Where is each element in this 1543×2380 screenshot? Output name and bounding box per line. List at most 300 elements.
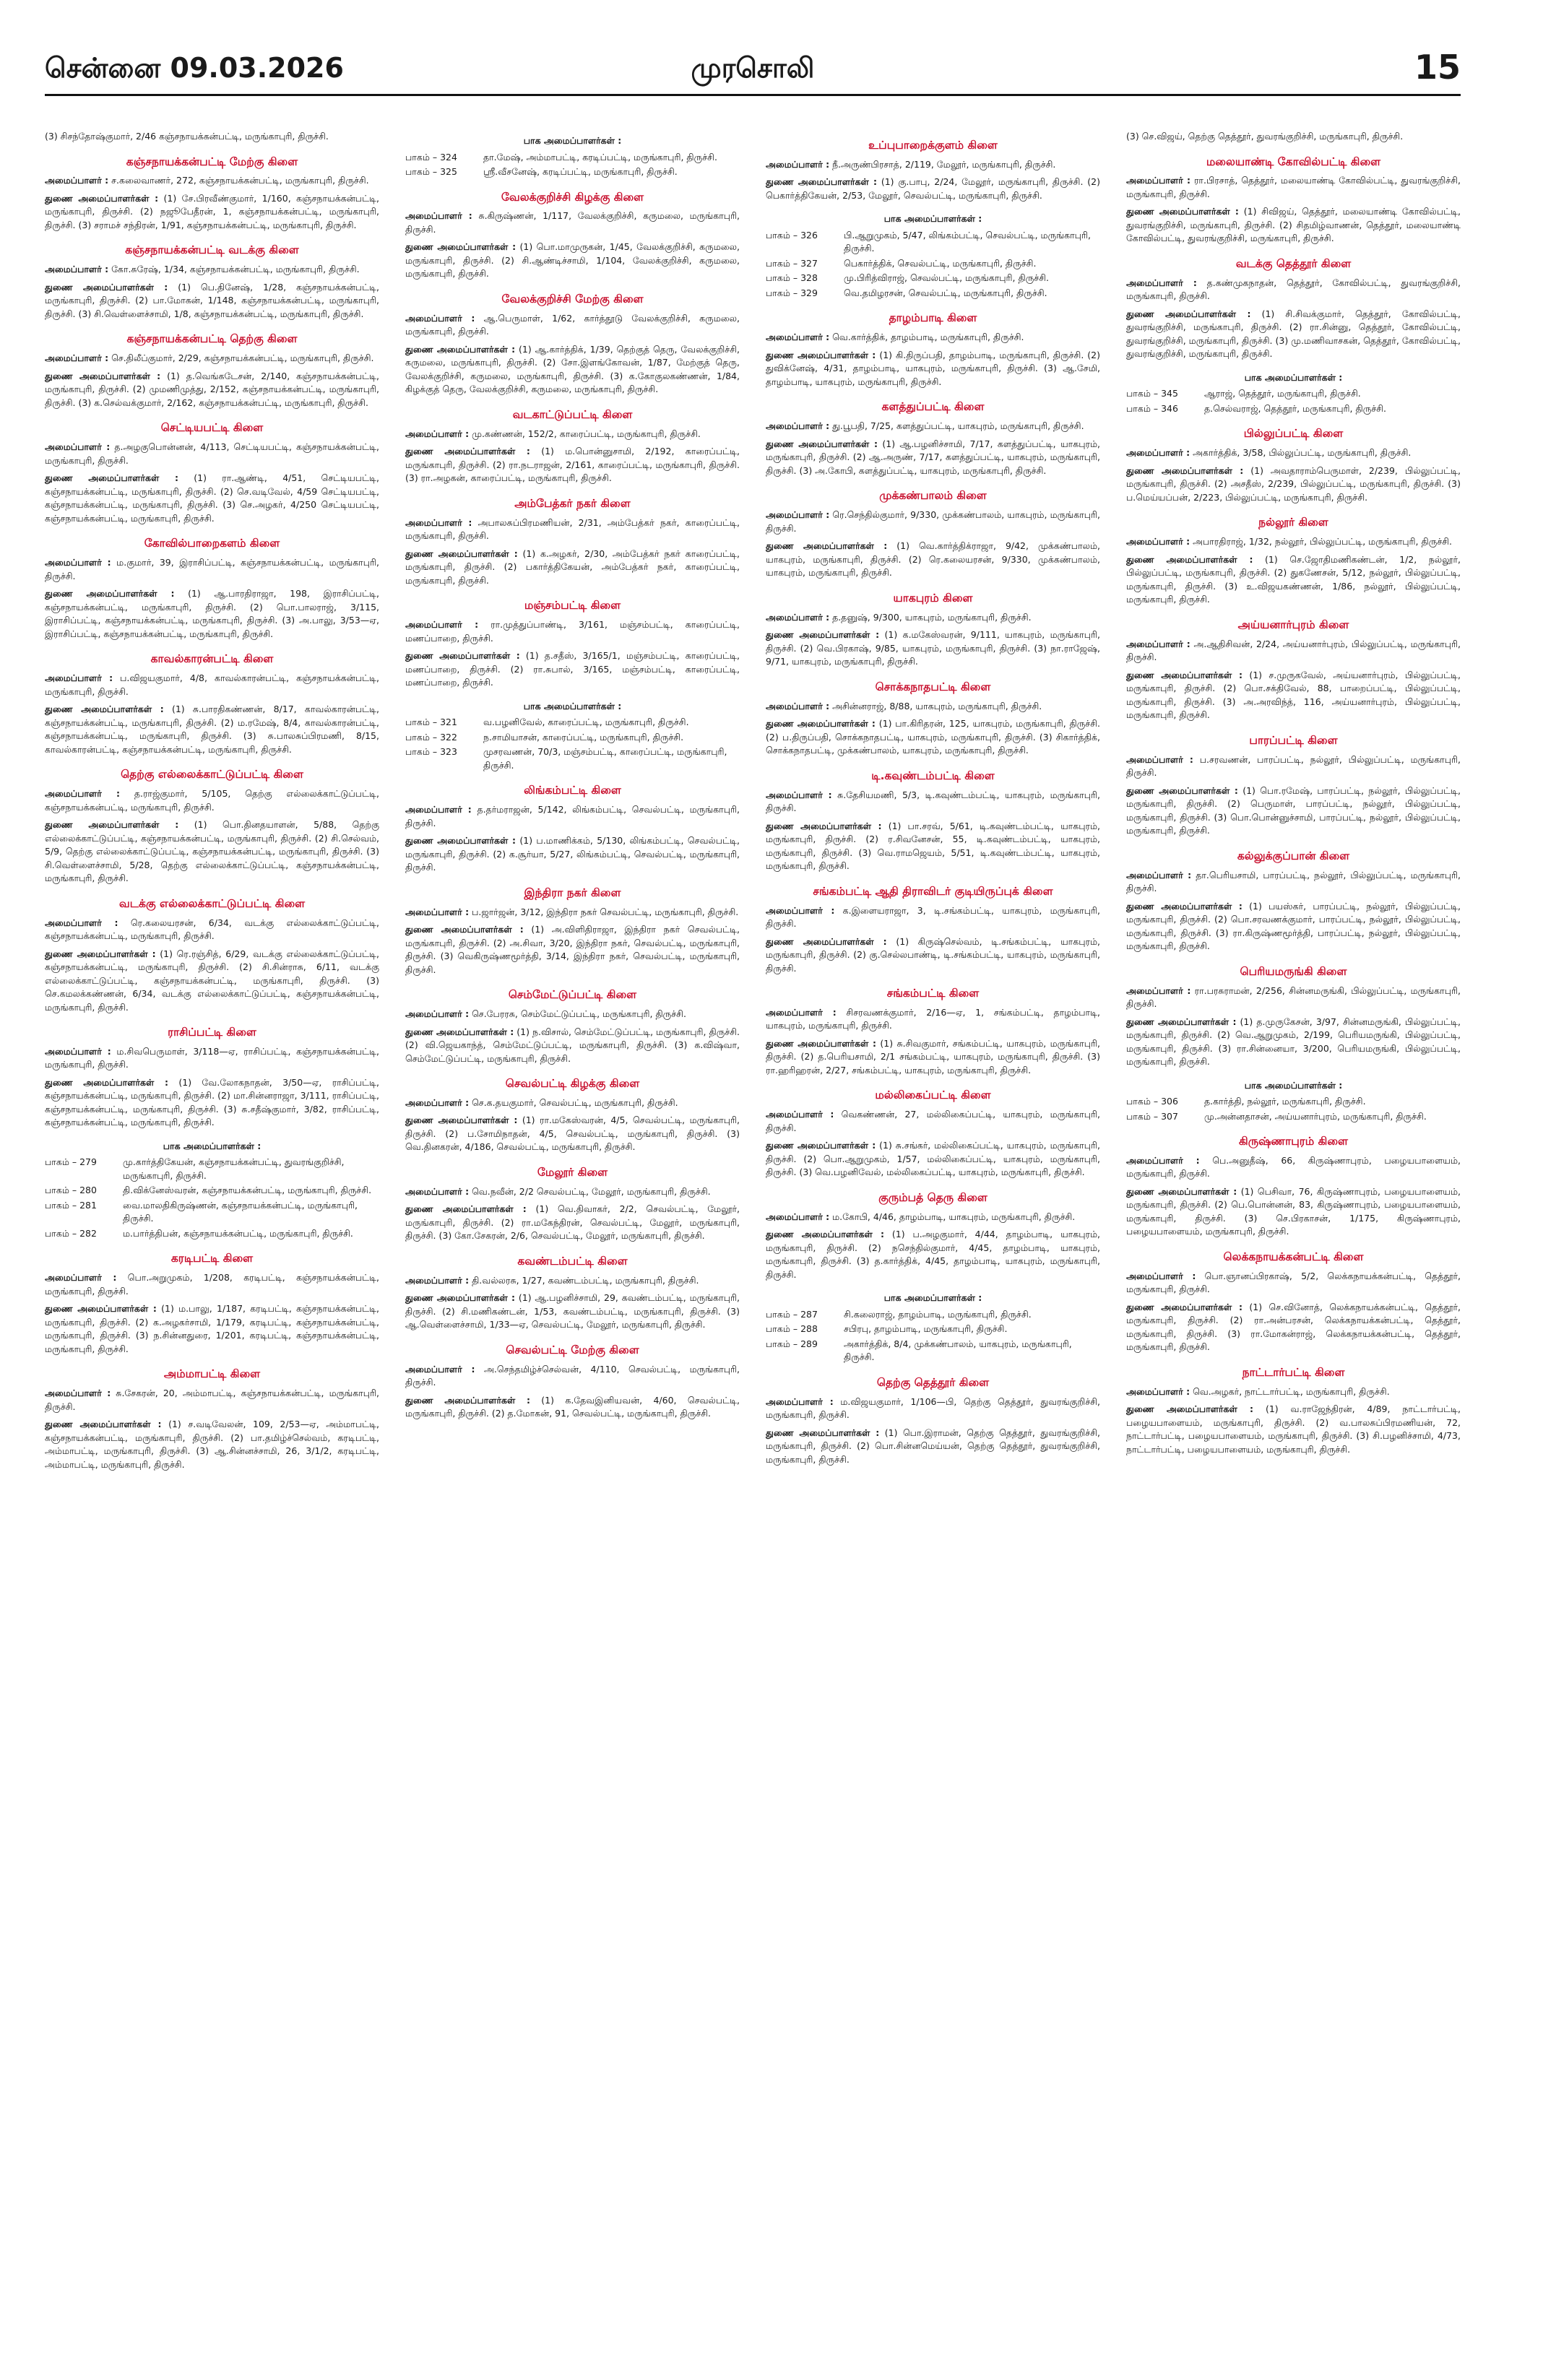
segment-number: பாகம் – 306 xyxy=(1126,1096,1178,1107)
deputies-text: (1) கி.திருப்பதி, தாழம்பாடி, மருங்காபுரி, திருச்சி. (2) துவிக்னேஷ், 4/31, தாழம்பாடி, யாகபுரம், மருங்காபுரி, திருச்சி. (3) ஆ.சேமி, தாழம்பாடி, யாகபுரம், மருங்காபுரி, திருச்சி. xyxy=(766,349,1100,387)
deputies-text: (1) க.அழகர், 2/30, அம்பேத்கர் நகர் காரைப்பட்டி, மருங்காபுரி, திருச்சி. (2) பகார்த்திகேயன், அம்பேத்கர் நகர், காரைப்பட்டி, மருங்காபுரி, திருச்சி. xyxy=(405,548,740,586)
segment-name: மு.பிரித்விராஜ், செவல்பட்டி, மருங்காபுரி, திருச்சி. xyxy=(844,272,1049,284)
organizer-text: தி.வல்லரசு, 1/27, கவண்டம்பட்டி, மருங்காபுரி, திருச்சி. xyxy=(472,1274,699,1286)
organizer-text: த.ராஜ்குமார், 5/105, தெற்கு எல்லைக்காட்டுப்பட்டி, கஞ்சநாயக்கன்பட்டி, மருங்காபுரி, திருச்சி. xyxy=(45,788,379,813)
deputies-text: (1) செ.ஜோதிமணிகண்டன், 1/2, நல்லூர், பில்லுப்பட்டி, மருங்காபுரி, திருச்சி. (2) துகணேசன், 5/12, நல்லூர், பில்லுப்பட்டி, மருங்காபுரி, திருச்சி. (3) உ.விஜயகண்ணன், 1/86, நல்லூர், பில்லுப்பட்டி, மருங்காபுரி, திருச்சி. xyxy=(1126,553,1461,605)
organizer-label: அமைப்பாளர் : xyxy=(45,264,109,275)
segment-number: பாகம் – 322 xyxy=(405,731,457,743)
branch-heading: குரும்பத் தெரு கிளை xyxy=(878,1190,987,1204)
deputies-label: துணை அமைப்பாளர்கள் : xyxy=(766,540,888,552)
organizer-text: ரெ.கலையரசன், 6/34, வடக்கு எல்லைக்காட்டுப்பட்டி, கஞ்சநாயக்கன்பட்டி, மருங்காபுரி, திருச்சி. xyxy=(45,917,379,941)
organizer-text: அபாரதிராஜ், 1/32, நல்லூர், பில்லுப்பட்டி, மருங்காபுரி, திருச்சி. xyxy=(1193,536,1453,548)
segment-number: பாகம் – 307 xyxy=(1126,1110,1178,1122)
deputies-text: (1) கு.பாபு, 2/24, மேலூர், மருங்காபுரி, திருச்சி. (2) பெகார்த்திகேயன், 2/53, மேலூர், செவல்பட்டி, மருங்காபுரி, திருச்சி. xyxy=(766,176,1100,201)
deputies-paragraph xyxy=(1126,205,1461,246)
organizer-text: வெ.அழகர், நாட்டார்பட்டி, மருங்காபுரி, திருச்சி. xyxy=(1193,1385,1390,1397)
deputies-text: (1) அ.விளிதிராஜா, இந்திரா நகர் செவல்பட்டி, மருங்காபுரி, திருச்சி. (2) அ.சிவா, 3/20, இந்திரா நகர், செவல்பட்டி, மருங்காபுரி, திருச்சி. (3) வெகிருஷ்ணமூர்த்தி, 3/14, இந்திரா நகர், செவல்பட்டி, மருங்காபுரி, திருச்சி. xyxy=(405,924,740,975)
column-1 xyxy=(45,130,379,2340)
deputies-text: (1) சிவிஜய், தெத்தூர், மலையாண்டி கோவில்பட்டி, துவரங்குறிச்சி, மருங்காபுரி, திருச்சி. (2) சிதமிழ்வாணன், தெத்தூர், மலையாண்டி கோவில்பட்டி, துவரங்குறிச்சி, மருங்காபுரி, திருச்சி. xyxy=(1126,206,1461,244)
segment-name: வெ.தமிழரசன், செவல்பட்டி, மருங்காபுரி, திருச்சி. xyxy=(844,287,1047,298)
branch-block xyxy=(405,189,740,281)
segment-number: பாகம் – 329 xyxy=(766,287,818,298)
deputies-text: (1) அவதாராம்பெருமாள், 2/239, பில்லுப்பட்டி, மருங்காபுரி, திருச்சி. (2) அசதீஸ், 2/239, பில்லுப்பட்டி, மருங்காபுரி, திருச்சி. (3) ப.மெய்யப்பன், 2/223, பில்லுப்பட்டி, மருங்காபுரி, திருச்சி. xyxy=(1126,464,1461,503)
deputies-label: துணை அமைப்பாளர்கள் : xyxy=(405,548,518,559)
deputies-paragraph xyxy=(45,703,379,756)
organizer-label: அமைப்பாளர் : xyxy=(405,1185,470,1197)
branch-heading: தாழம்பாடி கிளை xyxy=(889,311,977,325)
branch-block xyxy=(1126,1364,1461,1456)
branch-heading: செவல்பட்டி மேற்கு கிளை xyxy=(506,1343,639,1356)
organizer-text: அ.செந்தமிழ்ச்செல்வன், 4/110, செவல்பட்டி, மருங்காபுரி, திருச்சி. xyxy=(405,1363,740,1388)
branch-block xyxy=(1126,964,1461,1069)
segment-name: சி.கலைராஜ், தாழம்பாடி, மருங்காபுரி, திருச்சி. xyxy=(844,1308,1032,1320)
branch-block xyxy=(1126,130,1461,144)
branch-heading: நல்லூர் கிளை xyxy=(1258,516,1328,529)
organizer-text: ம.கோபி, 4/46, தாழம்பாடி, யாகபுரம், மருங்காபுரி, திருச்சி. xyxy=(832,1211,1076,1222)
deputies-paragraph xyxy=(45,1302,379,1356)
organizer-text: த.தனுஷ், 9/300, யாகபுரம், மருங்காபுரி, திருச்சி. xyxy=(832,611,1032,623)
deputies-paragraph xyxy=(766,820,1100,873)
organizer-paragraph xyxy=(45,263,379,277)
organizer-label: அமைப்பாளர் : xyxy=(405,1008,470,1019)
organizer-text: பொ.ஞானப்பிரகாஷ், 5/2, லெக்கநாயக்கன்பட்டி, தெத்தூர், மருங்காபுரி, திருச்சி. xyxy=(1126,1270,1461,1295)
deputies-text: (1) கிருஷ்செல்வம், டி.சங்கம்பட்டி, யாகபுரம், மருங்காபுரி, திருச்சி. (2) கு.செல்லபாண்டி, டி.சங்கம்பட்டி, யாகபுரம், மருங்காபுரி, திருச்சி. xyxy=(766,935,1100,974)
deputies-text: (1) சு.சிவகுமார், சங்கம்பட்டி, யாகபுரம், மருங்காபுரி, திருச்சி. (2) த.பெரியசாமி, 2/1 சங்கம்பட்டி, யாகபுரம், மருங்காபுரி, திருச்சி. (3) ரா.ஹரிஹரன், 2/27, சங்கம்பட்டி, யாகபுரம், மருங்காபுரி, திருச்சி. xyxy=(766,1037,1100,1076)
deputies-text: (1) ரெ.ரஞ்சித், 6/29, வடக்கு எல்லைக்காட்டுப்பட்டி, கஞ்சநாயக்கன்பட்டி, மருங்காபுரி, திருச்சி. (2) சி.சின்ராசு, 6/11, வடக்கு எல்லைக்காட்டுப்பட்டி, கஞ்சநாயக்கன்பட்டி, மருங்காபுரி, திருச்சி. (3) செ.கமலக்கண்ணன், 6/34, வடக்கு எல்லைக்காட்டுப்பட்டி, கஞ்சநாயக்கன்பட்டி, மருங்காபுரி, திருச்சி. xyxy=(45,948,379,1013)
deputies-label: துணை அமைப்பாளர்கள் : xyxy=(766,1229,885,1240)
organizer-paragraph xyxy=(1126,869,1461,896)
branch-block xyxy=(1126,425,1461,504)
branch-block xyxy=(405,782,740,874)
deputies-paragraph xyxy=(405,1291,740,1332)
deputies-label: துணை அமைப்பாளர்கள் : xyxy=(405,1203,527,1215)
deputies-text: (1) வ.ராஜேந்திரன், 4/89, நாட்டார்பட்டி, பழையபாளையம், மருங்காபுரி, திருச்சி. (2) வ.பாலசுப்பிரமணியன், 72, நாட்டார்பட்டி, பழையபாளையம், மருங்காபுரி, திருச்சி. (3) சி.பழனிச்சாமி, 4/73, நாட்டார்பட்டி, பழையபாளையம், மருங்காபுரி, திருச்சி. xyxy=(1126,1403,1461,1455)
branch-block xyxy=(405,885,740,977)
deputies-label: துணை அமைப்பாளர்கள் : xyxy=(1126,1185,1237,1197)
branch-block xyxy=(1126,1133,1461,1239)
deputies-text: (1) ச.முருகவேல், அய்யனார்புரம், பில்லுப்பட்டி, மருங்காபுரி, திருச்சி. (2) பொ.சக்திவேல், 88, பாறைப்பட்டி, பில்லுப்பட்டி, மருங்காபுரி, திருச்சி. (3) அ.அரவிந்த், 116, அய்யனார்புரம், பில்லுப்பட்டி, மருங்காபுரி, திருச்சி. xyxy=(1126,669,1461,721)
branch-block xyxy=(405,1253,740,1332)
segment-name: த.கார்த்தி, நல்லூர், மருங்காபுரி, திருச்சி. xyxy=(1204,1096,1366,1107)
organizer-text: அ.ஆதிசிவன், 2/24, அய்யனார்புரம், பில்லுப்பட்டி, மருங்காபுரி, திருச்சி. xyxy=(1126,638,1461,663)
branch-block xyxy=(45,651,379,756)
organizer-text: பொ.அறுமுகம், 1/208, கரடிபட்டி, கஞ்சநாயக்கன்பட்டி, மருங்காபுரி, திருச்சி. xyxy=(45,1272,379,1297)
organizer-paragraph xyxy=(1126,1154,1461,1181)
segment-number: பாகம் – 321 xyxy=(405,717,457,728)
deputies-text: (1) ரா.ஆண்டி, 4/51, செட்டியபட்டி, கஞ்சநாயக்கன்பட்டி, மருங்காபுரி, திருச்சி. (2) செ.வடிவேல், 4/59 செட்டியபட்டி, கஞ்சநாயக்கன்பட்டி, மருங்காபுரி, திருச்சி. (3) செ.அழகர், 4/250 செட்டியபட்டி, கஞ்சநாயக்கன்பட்டி, மருங்காபுரி, திருச்சி. xyxy=(45,472,379,524)
organizer-paragraph xyxy=(405,1185,740,1199)
segment-name: பி.ஆறுமுகம், 5/47, லிங்கம்பட்டி, செவல்பட்டி, மருங்காபுரி, திருச்சி. xyxy=(844,229,1091,254)
deputies-text: (1) ம.பொன்னுசாமி, 2/192, காரைப்பட்டி, மருங்காபுரி, திருச்சி. (2) ரா.நடராஜன், 2/161, காரைப்பட்டி, மருங்காபுரி, திருச்சி. (3) ரா.அழகன், காரைப்பட்டி, மருங்காபுரி, திருச்சி. xyxy=(405,446,740,484)
deputies-paragraph xyxy=(405,445,740,485)
organizer-paragraph xyxy=(1126,174,1461,201)
segment-number: பாகம் – 328 xyxy=(766,272,818,284)
organizer-text: ரா.முத்துப்பாண்டி, 3/161, மஞ்சம்பட்டி, காரைப்பட்டி, மணப்பாறை, திருச்சி. xyxy=(405,619,740,644)
branch-block xyxy=(45,331,379,410)
branch-block xyxy=(45,130,379,144)
organizer-text: சு.கிருஷ்ணன், 1/117, வேலக்குறிச்சி, கருமலை, மருங்காபுரி, திருச்சி. xyxy=(405,210,740,235)
deputies-label: துணை அமைப்பாளர்கள் : xyxy=(1126,1016,1237,1027)
deputies-paragraph xyxy=(45,587,379,641)
organizer-paragraph xyxy=(1126,985,1461,1011)
deputies-label: துணை அமைப்பாளர்கள் : xyxy=(45,1419,162,1430)
deputies-paragraph xyxy=(766,1037,1100,1078)
deputies-label: துணை அமைப்பாளர்கள் : xyxy=(766,629,880,641)
deputies-paragraph xyxy=(405,548,740,588)
deputies-text: (1) ம.பாலு, 1/187, கரடிபட்டி, கஞ்சநாயக்கன்பட்டி, மருங்காபுரி, திருச்சி. (2) க.அழகர்சாமி, 1/179, கரடிபட்டி, கஞ்சநாயக்கன்பட்டி, மருங்காபுரி, திருச்சி. (3) ந.சின்னதுரை, 1/201, கரடிபட்டி, கஞ்சநாயக்கன்பட்டி, மருங்காபுரி, திருச்சி. xyxy=(45,1303,379,1354)
segment-number: பாகம் – 281 xyxy=(45,1199,97,1211)
branch-heading: காவல்காரன்பட்டி கிளை xyxy=(150,652,274,666)
segment-name: ந.சாமியாசன், காரைப்பட்டி, மருங்காபுரி, திருச்சி. xyxy=(483,731,684,743)
deputies-label: துணை அமைப்பாளர்கள் : xyxy=(1126,553,1253,565)
deputies-label: துணை அமைப்பாளர்கள் : xyxy=(45,588,175,600)
organizer-label: அமைப்பாளர் : xyxy=(405,1096,470,1108)
deputies-text: (1) பெசிவா, 76, கிருஷ்ணாபுரம், பழையபாளையம், மருங்காபுரி, திருச்சி. (2) பெ.பொன்னன், 83, கிருஷ்ணாபுரம், பழையபாளையம், மருங்காபுரி, திருச்சி. (3) செ.பிரகாசன், 1/175, கிருஷ்ணாபுரம், பழையபாளையம், மருங்காபுரி, திருச்சி. xyxy=(1126,1185,1461,1237)
segment-row xyxy=(766,272,1100,285)
segment-heading: பாக அமைப்பாளர்கள் : xyxy=(1244,371,1343,383)
deputies-label: துணை அமைப்பாளர்கள் : xyxy=(45,370,161,381)
branch-block xyxy=(1126,256,1461,361)
deputies-text: (1) க.மகேஸ்வரன், 9/111, யாகபுரம், மருங்காபுரி, திருச்சி. (2) வெ.பிரகாஷ், 9/85, யாகபுரம், மருங்காபுரி, திருச்சி. (3) நா.ராஜேஷ், 9/71, யாகபுரம், மருங்காபுரி, திருச்சி. xyxy=(766,629,1100,667)
branch-heading: செட்டியபட்டி கிளை xyxy=(160,421,264,435)
organizer-paragraph xyxy=(766,509,1100,535)
branch-block xyxy=(766,212,1100,300)
continued-text: (3) செ.விஜய், தெற்கு தெத்தூர், துவரங்குறிச்சி, மருங்காபுரி, திருச்சி. xyxy=(1126,131,1404,142)
deputies-label: துணை அமைப்பாளர்கள் : xyxy=(45,1076,169,1088)
organizer-text: கோ.சுரேஷ், 1/34, கஞ்சநாயக்கன்பட்டி, மருங்காபுரி, திருச்சி. xyxy=(111,264,360,275)
organizer-label: அமைப்பாளர் : xyxy=(766,904,835,916)
organizer-label: அமைப்பாளர் : xyxy=(405,516,472,528)
deputies-paragraph xyxy=(766,349,1100,389)
organizer-label: அமைப்பாளர் : xyxy=(1126,1385,1190,1397)
branch-block xyxy=(766,137,1100,202)
segment-number: பாகம் – 289 xyxy=(766,1338,818,1349)
branch-heading: வடக்கு எல்லைக்காட்டுப்பட்டி கிளை xyxy=(118,896,306,910)
organizer-label: அமைப்பாளர் : xyxy=(405,1274,470,1286)
segment-heading: பாக அமைப்பாளர்கள் : xyxy=(523,700,622,711)
deputies-label: துணை அமைப்பாளர்கள் : xyxy=(766,1427,880,1438)
branch-heading: தெற்கு எல்லைக்காட்டுப்பட்டி கிளை xyxy=(121,768,303,782)
organizer-text: வெ.கார்த்திக், தாழம்பாடி, மருங்காபுரி, திருச்சி. xyxy=(832,332,1024,343)
deputies-text: (1) சு.சங்கர், மல்லிகைப்பட்டி, யாகபுரம், மருங்காபுரி, திருச்சி. (2) பொ.ஆறுமுகம், 1/57, மல்லிகைப்பட்டி, யாகபுரம், மருங்காபுரி, திருச்சி. (3) வெ.பழனிவேல், மல்லிகைப்பட்டி, யாகபுரம், மருங்காபுரி, திருச்சி. xyxy=(766,1140,1100,1178)
branch-block xyxy=(1126,617,1461,722)
organizer-paragraph xyxy=(45,917,379,943)
deputies-text: (1) பொ.ரமேஷ், பாரப்பட்டி, நல்லூர், பில்லுப்பட்டி, மருங்காபுரி, திருச்சி. (2) பெருமாள், பாரப்பட்டி, நல்லூர், பில்லுப்பட்டி, மருங்காபுரி, திருச்சி. (3) பொ.பொன்னுச்சாமி, பாரப்பட்டி, நல்லூர், பில்லுப்பட்டி, மருங்காபுரி, திருச்சி. xyxy=(1126,784,1461,836)
deputies-text: (1) ஆ.கார்த்திக், 1/39, தெற்குத் தெரு, வேலக்குறிச்சி, கருமலை, மருங்காபுரி, திருச்சி. (2) சோ.இளங்கோவன், 1/87, மேற்குத் தெரு, வேலக்குறிச்சி, கருமலை, மருங்காபுரி, திருச்சி. (3) க.கோகுலகண்ணன், 1/84, கிழக்குத் தெரு, வேலக்குறிச்சி, கருமலை, மருங்காபுரி, திருச்சி. xyxy=(405,343,740,395)
deputies-text: (1) வே.லோகநாதன், 3/50—ஏ, ராசிப்பட்டி, கஞ்சநாயக்கன்பட்டி, மருங்காபுரி, திருச்சி. (2) மா.சின்னராஜா, 3/111, ராசிப்பட்டி, கஞ்சநாயக்கன்பட்டி, மருங்காபுரி, திருச்சி. (3) சு.சதீஷ்குமார், 3/82, ராசிப்பட்டி, கஞ்சநாயக்கன்பட்டி, மருங்காபுரி, திருச்சி. xyxy=(45,1076,379,1128)
organizer-paragraph xyxy=(45,556,379,583)
organizer-text: ப.சரவணன், பாரப்பட்டி, நல்லூர், பில்லுப்பட்டி, மருங்காபுரி, திருச்சி. xyxy=(1126,753,1461,779)
segment-name: பெகார்த்திக், செவல்பட்டி, மருங்காபுரி, திருச்சி. xyxy=(844,257,1037,269)
organizer-text: அகார்த்திக், 3/58, பில்லுப்பட்டி, மருங்காபுரி, திருச்சி. xyxy=(1193,447,1412,459)
branch-block xyxy=(766,1087,1100,1179)
organizer-paragraph xyxy=(45,787,379,814)
organizer-text: த.அழகுபொன்னன், 4/113, செட்டியபட்டி, கஞ்சநாயக்கன்பட்டி, மருங்காபுரி, திருச்சி. xyxy=(45,441,379,466)
segment-name: தா.மேஷ், அம்மாபட்டி, கரடிப்பட்டி, மருங்காபுரி, திருச்சி. xyxy=(483,151,717,163)
organizer-paragraph xyxy=(1126,1385,1461,1399)
branch-block xyxy=(766,399,1100,477)
organizer-label: அமைப்பாளர் : xyxy=(45,557,111,568)
organizer-paragraph xyxy=(766,420,1100,433)
deputies-label: துணை அமைப்பாளர்கள் : xyxy=(405,241,517,253)
column-4 xyxy=(1126,130,1461,2340)
branch-block xyxy=(1126,371,1461,416)
organizer-label: அமைப்பாளர் : xyxy=(45,788,120,800)
organizer-label: அமைப்பாளர் : xyxy=(766,1109,834,1120)
branch-block xyxy=(405,1342,740,1421)
branch-block xyxy=(45,535,379,641)
deputies-text: (1) பா.கிரிதரன், 125, யாகபுரம், மருங்காபுரி, திருச்சி. (2) ப.திருப்பதி, சொக்கநாதபட்டி, யாகபுரம், மருங்காபுரி, திருச்சி. (3) சிகார்த்திக், சொக்கநாதபட்டி, முக்கண்பாலம், யாகபுரம், மருங்காபுரி, திருச்சி. xyxy=(766,718,1100,756)
segment-number: பாகம் – 288 xyxy=(766,1323,818,1335)
organizer-paragraph xyxy=(1126,446,1461,460)
branch-block xyxy=(405,987,740,1065)
organizer-paragraph xyxy=(1126,535,1461,549)
branch-block xyxy=(1126,154,1461,246)
deputies-label: துணை அமைப்பாளர்கள் : xyxy=(766,820,882,831)
branch-heading: வேலக்குறிச்சி கிழக்கு கிளை xyxy=(501,190,644,204)
branch-block xyxy=(1126,732,1461,838)
deputies-paragraph xyxy=(405,1114,740,1154)
newspaper-title: முரசொலி xyxy=(691,52,815,84)
deputies-paragraph xyxy=(766,540,1100,580)
organizer-label: அமைப்பாளர் : xyxy=(405,1363,475,1375)
organizer-label: அமைப்பாளர் : xyxy=(766,789,832,800)
deputies-paragraph xyxy=(405,1026,740,1066)
deputies-paragraph xyxy=(1126,1403,1461,1456)
organizer-text: தா.பெரியசாமி, பாரப்பட்டி, நல்லூர், பில்லுப்பட்டி, மருங்காபுரி, திருச்சி. xyxy=(1126,869,1461,894)
deputies-paragraph xyxy=(766,176,1100,202)
segment-row xyxy=(1126,402,1461,416)
organizer-label: அமைப்பாளர் : xyxy=(766,420,830,432)
organizer-paragraph xyxy=(45,174,379,188)
deputies-paragraph xyxy=(1126,669,1461,722)
branch-block xyxy=(766,985,1100,1077)
segment-name: சபிரபு, தாழம்பாடி, மருங்காபுரி, திருச்சி. xyxy=(844,1323,1008,1335)
deputies-label: துணை அமைப்பாளர்கள் : xyxy=(45,472,178,484)
organizer-text: ப.விஜயகுமார், 4/8, காவல்காரன்பட்டி, கஞ்சநாயக்கன்பட்டி, மருங்காபுரி, திருச்சி. xyxy=(45,672,379,697)
segment-row xyxy=(766,229,1100,256)
deputies-label: துணை அமைப்பாளர்கள் : xyxy=(766,1140,876,1151)
organizer-text: க.இளையராஜா, 3, டி.சங்கம்பட்டி, யாகபுரம், மருங்காபுரி, திருச்சி. xyxy=(766,904,1100,929)
deputies-paragraph xyxy=(1126,308,1461,361)
organizer-label: அமைப்பாளர் : xyxy=(405,619,479,631)
segment-number: பாகம் – 323 xyxy=(405,746,457,758)
deputies-paragraph xyxy=(45,818,379,886)
organizer-label: அமைப்பாளர் : xyxy=(405,428,470,439)
organizer-text: ப.ஜார்ஜன், 3/12, இந்திரா நகர் செவல்பட்டி, மருங்காபுரி, திருச்சி. xyxy=(472,906,739,917)
branch-heading: யாகபுரம் கிளை xyxy=(893,591,973,605)
organizer-text: ம.விஜயகுமார், 1/106—பி, தெற்கு தெத்தூர், துவரங்குறிச்சி, மருங்காபுரி, திருச்சி. xyxy=(766,1395,1100,1421)
branch-block xyxy=(766,1190,1100,1281)
deputies-paragraph xyxy=(45,948,379,1015)
branch-block xyxy=(405,1164,740,1243)
organizer-text: ரெ.செந்தில்குமார், 9/330, முக்கண்பாலம், யாகபுரம், மருங்காபுரி, திருச்சி. xyxy=(766,509,1100,534)
segment-row xyxy=(405,745,740,772)
branch-block xyxy=(45,420,379,525)
deputies-label: துணை அமைப்பாளர்கள் : xyxy=(766,1037,877,1049)
segment-row xyxy=(405,731,740,745)
deputies-label: துணை அமைப்பாளர்கள் : xyxy=(45,948,156,959)
segment-row xyxy=(766,1323,1100,1336)
segment-number: பாகம் – 345 xyxy=(1126,388,1178,399)
organizer-paragraph xyxy=(766,611,1100,625)
branch-heading: உப்புபாறைக்குளம் கிளை xyxy=(868,139,998,152)
deputies-text: (1) வெ.கார்த்திக்ராஜா, 9/42, முக்கண்பாலம், யாகபுரம், மருங்காபுரி, திருச்சி. (2) ரெ.கலையரசன், 9/330, முக்கண்பாலம், யாகபுரம், மருங்காபுரி, திருச்சி. xyxy=(766,540,1100,579)
segment-heading: பாக அமைப்பாளர்கள் : xyxy=(883,1292,982,1304)
deputies-text: (1) சே.பிரவீண்குமார், 1/160, கஞ்சநாயக்கன்பட்டி, மருங்காபுரி, திருச்சி. (2) நஜூபேதீரன், 1, கஞ்சநாயக்கன்பட்டி, மருங்காபுரி, திருச்சி. (3) சராமச் சந்திரன், 1/91, கஞ்சநாயக்கன்பட்டி, மருங்காபுரி, திருச்சி. xyxy=(45,192,379,230)
organizer-paragraph xyxy=(1126,753,1461,780)
organizer-paragraph xyxy=(45,1045,379,1072)
segment-row xyxy=(766,257,1100,271)
organizer-paragraph xyxy=(45,1271,379,1298)
branch-block xyxy=(766,1291,1100,1364)
segment-heading: பாக அமைப்பாளர்கள் : xyxy=(163,1140,262,1151)
branch-block xyxy=(766,590,1100,669)
branch-heading: வேலக்குறிச்சி மேற்கு கிளை xyxy=(501,292,644,306)
branch-heading: செவல்பட்டி கிழக்கு கிளை xyxy=(505,1077,640,1090)
deputies-text: (1) பயஸ்கர், பாரப்பட்டி, நல்லூர், பில்லுப்பட்டி, மருங்காபுரி, திருச்சி. (2) பொ.சரவணக்குமார், பாரப்பட்டி, நல்லூர், பில்லுப்பட்டி, மருங்காபுரி, திருச்சி. (3) ரா.கிருஷ்ணமூர்த்தி, பாரப்பட்டி, நல்லூர், பில்லுப்பட்டி, மருங்காபுரி, திருச்சி. xyxy=(1126,900,1461,952)
deputies-paragraph xyxy=(1126,553,1461,607)
segment-row xyxy=(766,287,1100,300)
deputies-label: துணை அமைப்பாளர்கள் : xyxy=(45,819,179,831)
segment-number: பாகம் – 327 xyxy=(766,257,818,269)
deputies-label: துணை அமைப்பாளர்கள் : xyxy=(405,1115,518,1126)
segment-name: மு.கார்த்திகேயன், கஞ்சநாயக்கன்பட்டி, துவரங்குறிச்சி, மருங்காபுரி, திருச்சி. xyxy=(123,1156,345,1181)
organizer-label: அமைப்பாளர் : xyxy=(1126,277,1197,288)
segment-name: அகார்த்திக், 8/4, முக்கண்பாலம், யாகபுரம், மருங்காபுரி, திருச்சி. xyxy=(844,1338,1072,1363)
deputies-label: துணை அமைப்பாளர்கள் : xyxy=(766,176,877,188)
deputies-paragraph xyxy=(405,241,740,281)
organizer-text: அசின்னராஜ், 8/88, யாகபுரம், மருங்காபுரி, திருச்சி. xyxy=(832,700,1042,711)
branch-block xyxy=(45,1024,379,1130)
branch-heading: நாட்டார்பட்டி கிளை xyxy=(1242,1365,1345,1379)
organizer-label: அமைப்பாளர் : xyxy=(405,906,470,917)
deputies-label: துணை அமைப்பாளர்கள் : xyxy=(1126,1403,1254,1415)
branch-heading: இந்திரா நகர் கிளை xyxy=(524,886,621,899)
branch-heading: அம்பேத்கர் நகர் கிளை xyxy=(514,496,631,510)
deputies-paragraph xyxy=(405,834,740,875)
deputies-label: துணை அமைப்பாளர்கள் : xyxy=(405,924,524,935)
deputies-text: (1) பொ.தினதயாளன், 5/88, தெற்கு எல்லைக்காட்டுப்பட்டி, கஞ்சநாயக்கன்பட்டி, மருங்காபுரி, திருச்சி. (2) சி.செல்வம், 5/9, தெற்கு எல்லைக்காட்டுப்பட்டி, கஞ்சநாயக்கன்பட்டி, மருங்காபுரி, திருச்சி. (3) சி.வெள்ளைச்சாமி, 5/28, தெற்கு எல்லைக்காட்டுப்பட்டி, கஞ்சநாயக்கன்பட்டி, மருங்காபுரி, திருச்சி. xyxy=(45,819,379,884)
deputies-label: துணை அமைப்பாளர்கள் : xyxy=(405,343,516,355)
branch-block xyxy=(405,496,740,587)
organizer-label: அமைப்பாளர் : xyxy=(766,1211,830,1222)
organizer-text: மு.கண்ணன், 152/2, காரைப்பட்டி, மருங்காபுரி, திருச்சி. xyxy=(472,428,701,439)
organizer-paragraph xyxy=(405,906,740,919)
organizer-paragraph xyxy=(405,618,740,645)
organizer-label: அமைப்பாளர் : xyxy=(1126,638,1190,649)
deputies-paragraph xyxy=(45,370,379,410)
organizer-text: ரா.பரசுராமன், 2/256, சின்னமருங்கி, பில்லுப்பட்டி, மருங்காபுரி, திருச்சி. xyxy=(1126,985,1461,1009)
segment-number: பாகம் – 287 xyxy=(766,1308,818,1320)
deputies-text: (1) ரா.மகேஸ்வரன், 4/5, செவல்பட்டி, மருங்காபுரி, திருச்சி. (2) ப.சோமிநாதன், 4/5, செவல்பட்டி, மருங்காபுரி, திருச்சி. (3) வெ.தினகரன், 4/186, செவல்பட்டி, மருங்காபுரி, திருச்சி. xyxy=(405,1115,740,1153)
segment-name: தி.விக்னேஸ்வரன், கஞ்சநாயக்கன்பட்டி, மருங்காபுரி, திருச்சி. xyxy=(123,1185,372,1196)
deputies-text: (1) பொ.இராமன், தெற்கு தெத்தூர், துவரங்குறிச்சி, மருங்காபுரி, திருச்சி. (2) பொ.சின்னமெய்யன், தெற்கு தெத்தூர், துவரங்குறிச்சி, மருங்காபுரி, திருச்சி. xyxy=(766,1427,1100,1465)
organizer-paragraph xyxy=(766,700,1100,714)
organizer-paragraph xyxy=(766,158,1100,172)
branch-heading: டி.கவுண்டம்பட்டி கிளை xyxy=(871,769,995,782)
branch-heading: பில்லுப்பட்டி கிளை xyxy=(1243,427,1344,441)
branch-block xyxy=(45,1140,379,1241)
organizer-text: ம.குமார், 39, இராசிப்பட்டி, கஞ்சநாயக்கன்பட்டி, மருங்காபுரி, திருச்சி. xyxy=(45,557,379,581)
branch-block xyxy=(405,407,740,485)
deputies-label: துணை அமைப்பாளர்கள் : xyxy=(1126,1301,1243,1312)
organizer-text: நீ.அருண்பிரசாத், 2/119, மேலூர், மருங்காபுரி, திருச்சி. xyxy=(832,158,1056,170)
organizer-paragraph xyxy=(405,1363,740,1390)
deputies-label: துணை அமைப்பாளர்கள் : xyxy=(45,281,168,293)
segment-heading: பாக அமைப்பாளர்கள் : xyxy=(523,135,622,146)
organizer-label: அமைப்பாளர் : xyxy=(766,700,830,711)
deputies-paragraph xyxy=(766,1139,1100,1180)
segment-name: ஆராஜ், தெத்தூர், மருங்காபுரி, திருச்சி. xyxy=(1204,388,1361,399)
deputies-label: துணை அமைப்பாளர்கள் : xyxy=(766,349,876,360)
organizer-paragraph xyxy=(405,312,740,339)
organizer-label: அமைப்பாளர் : xyxy=(45,441,111,453)
organizer-paragraph xyxy=(45,672,379,698)
segment-row xyxy=(405,716,740,730)
organizer-paragraph xyxy=(766,1395,1100,1422)
organizer-text: செ.திலீப்குமார், 2/29, கஞ்சநாயக்கன்பட்டி, மருங்காபுரி, திருச்சி. xyxy=(111,352,374,364)
branch-block xyxy=(766,768,1100,873)
segment-row xyxy=(1126,1110,1461,1124)
organizer-paragraph xyxy=(405,516,740,543)
organizer-paragraph xyxy=(766,331,1100,345)
page-number: 15 xyxy=(1414,48,1461,87)
branch-heading: செம்மேட்டுப்பட்டி கிளை xyxy=(508,988,637,1002)
branch-block xyxy=(405,1076,740,1154)
organizer-text: சு.சேகரன், 20, அம்மாபட்டி, கஞ்சநாயக்கன்பட்டி, மருங்காபுரி, திருச்சி. xyxy=(45,1388,379,1412)
segment-heading: பாக அமைப்பாளர்கள் : xyxy=(1244,1079,1343,1091)
branch-heading: பாரப்பட்டி கிளை xyxy=(1249,733,1338,747)
organizer-label: அமைப்பாளர் : xyxy=(45,175,109,186)
branch-block xyxy=(45,242,379,321)
segment-number: பாகம் – 346 xyxy=(1126,402,1178,414)
segment-name: த.செல்வராஜ், தெத்தூர், மருங்காபுரி, திருச்சி. xyxy=(1204,402,1387,414)
organizer-label: அமைப்பாளர் : xyxy=(1126,753,1193,765)
deputies-paragraph xyxy=(766,717,1100,758)
segment-row xyxy=(1126,387,1461,401)
organizer-label: அமைப்பாளர் : xyxy=(45,1388,111,1399)
organizer-label: அமைப்பாளர் : xyxy=(766,611,830,623)
branch-heading: கவண்டம்பட்டி கிளை xyxy=(517,1254,628,1268)
branch-heading: லெக்கநாயக்கன்பட்டி கிளை xyxy=(1223,1250,1364,1263)
branch-block xyxy=(405,597,740,689)
segment-name: முசரவணன், 70/3, மஞ்சம்பட்டி, காரைப்பட்டி, மருங்காபுரி, திருச்சி. xyxy=(483,746,727,771)
branch-heading: வடகாட்டுப்பட்டி கிளை xyxy=(512,407,633,421)
organizer-paragraph xyxy=(405,209,740,236)
organizer-label: அமைப்பாளர் : xyxy=(1126,447,1190,459)
organizer-text: ஆ.பெருமாள், 1/62, கார்த்தூடு வேலக்குறிச்சி, கருமலை, மருங்காபுரி, திருச்சி. xyxy=(405,312,740,337)
segment-row xyxy=(45,1227,379,1241)
branch-heading: பெரியமருங்கி கிளை xyxy=(1240,964,1347,978)
organizer-text: செ.பேரரசு, செம்மேட்டுப்பட்டி, மருங்காபுரி, திருச்சி. xyxy=(472,1008,686,1019)
deputies-label: துணை அமைப்பாளர்கள் : xyxy=(405,835,517,847)
deputies-paragraph xyxy=(1126,900,1461,953)
organizer-paragraph xyxy=(405,803,740,830)
deputies-text: (1) பா.சரவ், 5/61, டி.கவுண்டம்பட்டி, யாகபுரம், மருங்காபுரி, திருச்சி. (2) ர.சிவனேசன், 55, டி.கவுண்டம்பட்டி, யாகபுரம், மருங்காபுரி, திருச்சி. (3) வெ.ராமஜெயம், 5/51, டி.கவுண்டம்பட்டி, யாகபுரம், மருங்காபுரி, திருச்சி. xyxy=(766,820,1100,872)
organizer-label: அமைப்பாளர் : xyxy=(766,158,830,170)
branch-block xyxy=(766,883,1100,975)
deputies-label: துணை அமைப்பாளர்கள் : xyxy=(1126,206,1239,217)
deputies-label: துணை அமைப்பாளர்கள் : xyxy=(405,650,520,662)
organizer-paragraph xyxy=(766,904,1100,931)
deputies-paragraph xyxy=(1126,784,1461,838)
organizer-paragraph xyxy=(45,441,379,467)
organizer-paragraph xyxy=(766,1211,1100,1224)
organizer-text: து.பூபதி, 7/25, களத்துப்பட்டி, யாகபுரம், மருங்காபுரி, திருச்சி. xyxy=(832,420,1084,432)
organizer-label: அமைப்பாளர் : xyxy=(45,1272,117,1284)
segment-row xyxy=(766,1338,1100,1364)
